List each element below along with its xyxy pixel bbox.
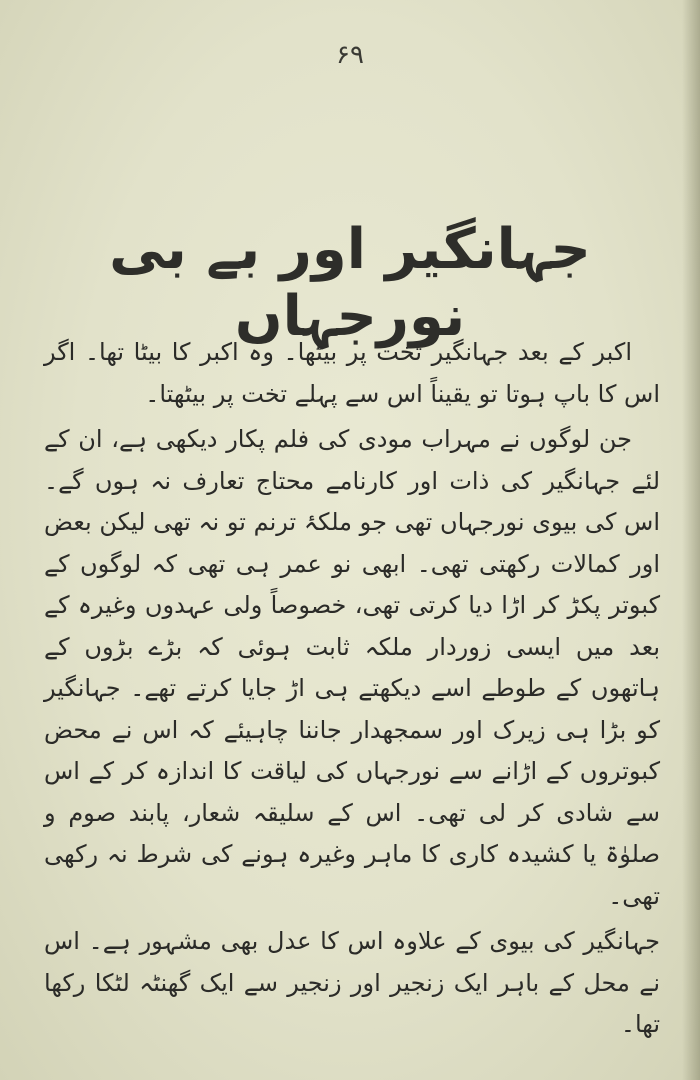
paragraph-3: جہانگیر کی بیوی کے علاوہ اس کا عدل بھی مشہور ہے۔ اس نے محل کے باہر ایک زنجیر اور زنجیر سے ایک گھنٹہ لٹکا رکھا تھا۔ xyxy=(44,927,660,1038)
paragraph-1: اکبر کے بعد جہانگیر تخت پر بیٹھا۔ وہ اکبر کا بیٹا تھا۔ اگر اس کا باپ ہوتا تو یقیناً اس سے پہلے تخت پر بیٹھتا۔ xyxy=(44,338,660,408)
page-number: ۶۹ xyxy=(336,40,364,70)
chapter-title: جہانگیر اور بے بی نورجہاں xyxy=(109,217,591,350)
page-edge-shadow xyxy=(682,0,700,1080)
paragraph-2: جن لوگوں نے مہراب مودی کی فلم پکار دیکھی ہے، ان کے لئے جہانگیر کی ذات اور کارنامے محتاج تعارف نہ ہوں گے۔ اس کی بیوی نورجہاں تھی جو ملکۂ ترنم تو نہ تھی لیکن بعض اور کمالات رکھتی تھی۔ ابھی نو عمر ہی تھی کہ لوگوں کے کبوتر پکڑ کر اڑا دیا کرتی تھی، خصوصاً ولی عہدوں وغیرہ کے بعد میں ایسی زوردار ملکہ ثابت ہوئی کہ بڑے بڑوں کے ہاتھوں کے طوطے اسے دیکھتے ہی اڑ جایا کرتے تھے۔ جہانگیر کو بڑا ہی زیرک اور سمجھدار جاننا چاہیئے کہ اس نے محض کبوتروں کے اڑانے سے نورجہاں کی لیاقت کا اندازہ کر کے اس سے شادی کر لی تھی۔ اس کے سلیقہ شعار، پابند صوم و صلوٰۃ یا کشیدہ کاری کا ماہر وغیرہ ہونے کی شرط نہ رکھی تھی۔ xyxy=(44,425,660,910)
body-text xyxy=(44,332,660,1046)
